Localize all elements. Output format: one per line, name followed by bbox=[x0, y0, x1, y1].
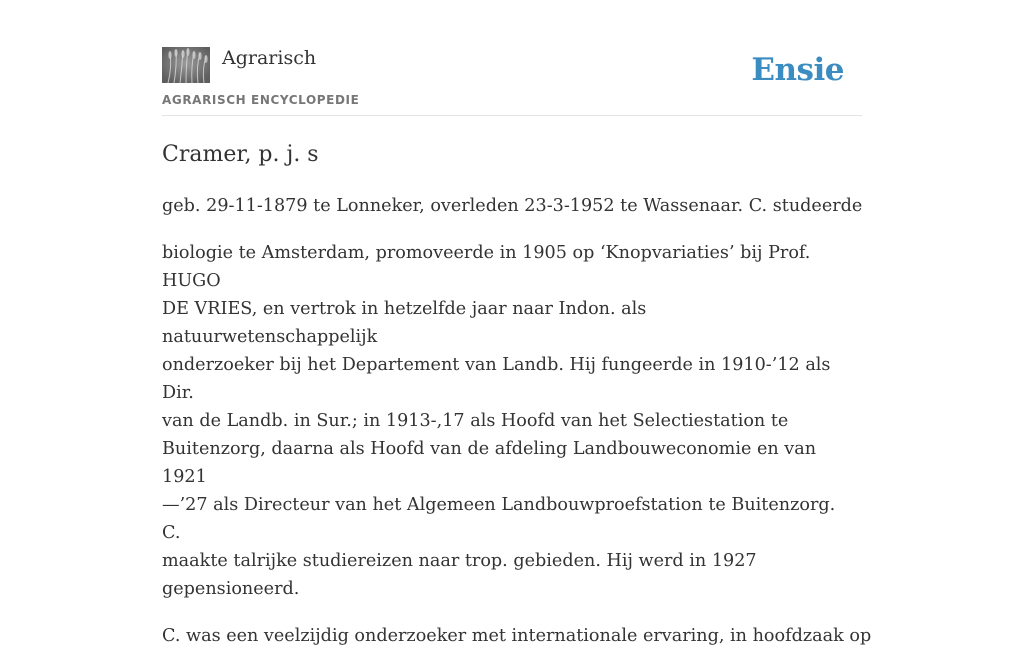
source-name[interactable]: Agrarisch bbox=[222, 47, 317, 69]
article-paragraph: C. was een veelzijdig onderzoeker met internationale ervaring, in hoofdzaak op bbox=[162, 626, 872, 646]
source-subtitle: AGRARISCH ENCYCLOPEDIE bbox=[162, 93, 360, 107]
article-paragraph: biologie te Amsterdam, promoveerde in 1905 op ‘Knopvariaties’ bij Prof. HUGO DE VRIES, en vertrok in hetzelfde jaar naar Indon. als natuurwetenschappelijk onderzoeker bij het Departement van Landb. Hij fungeerde in 1910-’12 als Dir. van de Landb. in Sur.; in 1913-,17 als Hoofd van het Selectiestation te Buitenzorg, daarna als Hoofd van de afdeling Landbouweconomie en van 1921 —’27 als Directeur van het Algemeen Landbouwproefstation te Buitenzorg. C. maakte talrijke studiereizen naar trop. gebieden. Hij werd in 1927 gepensioneerd. bbox=[162, 243, 836, 599]
header-divider bbox=[162, 115, 862, 116]
page-title: Cramer, p. j. s bbox=[162, 142, 319, 167]
article-paragraph: geb. 29-11-1879 te Lonneker, overleden 23-3-1952 te Wassenaar. C. studeerde bbox=[162, 196, 863, 216]
article-body bbox=[162, 192, 872, 669]
ensie-logo-link[interactable]: Ensie bbox=[751, 52, 844, 88]
wheat-field-icon[interactable] bbox=[162, 47, 210, 83]
site-header bbox=[162, 46, 862, 116]
